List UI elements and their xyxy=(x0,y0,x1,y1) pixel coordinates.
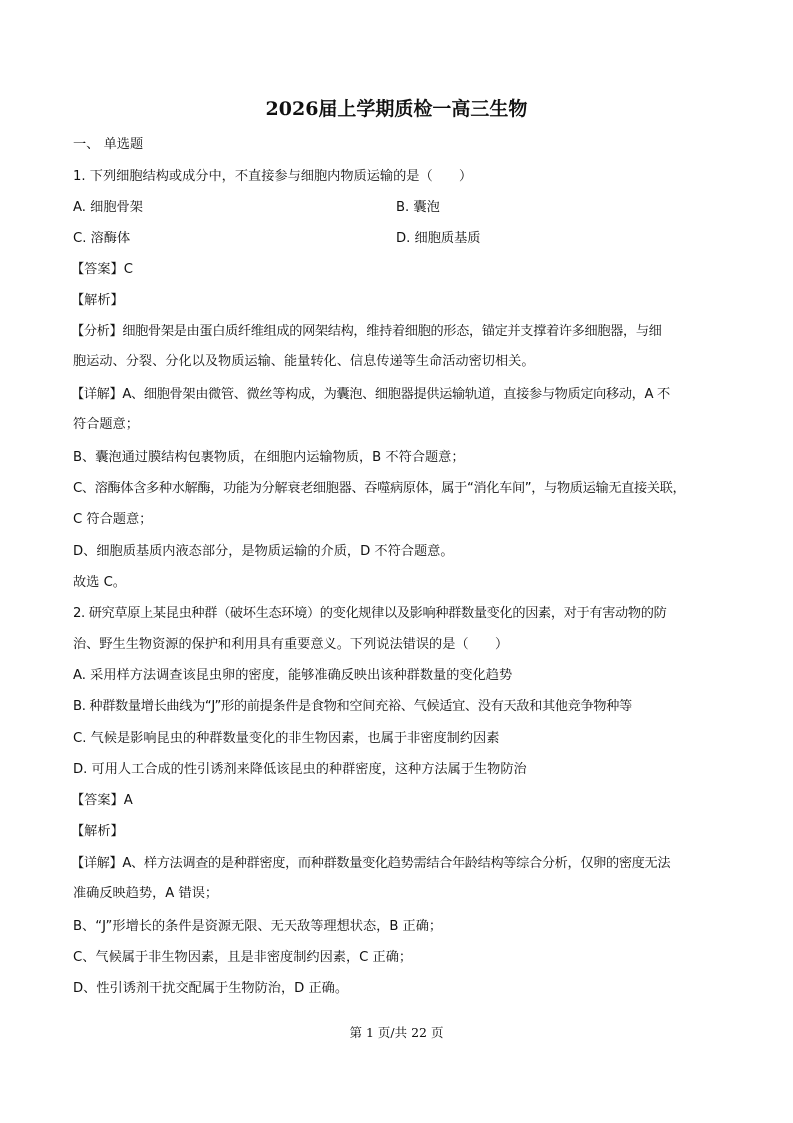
q2-answer: 【答案】A xyxy=(71,793,133,808)
q1-option-d: D. 细胞质基质 xyxy=(396,231,481,246)
q2-option-d: D. 可用人工合成的性引诱剂来降低该昆虫的种群密度，这种方法属于生物防治 xyxy=(73,762,527,777)
q2-stem-line-1: 2. 研究草原上某昆虫种群（破坏生态环境）的变化规律以及影响种群数量变化的因素，对于有害动物的防 xyxy=(73,606,667,621)
q1-detail-line-4: C、溶酶体含多种水解酶，功能为分解衰老细胞器、吞噬病原体，属于“消化车间”，与物质运输无直接关联， xyxy=(73,481,686,496)
q1-conclusion: 故选 C。 xyxy=(73,575,126,590)
q1-answer: 【答案】C xyxy=(71,262,133,277)
q1-option-a: A. 细胞骨架 xyxy=(73,200,143,215)
q2-detail-line-3: B、“J”形增长的条件是资源无限、无天敌等理想状态，B 正确； xyxy=(73,919,443,934)
q2-stem-line-2: 治、野生生物资源的保护和利用具有重要意义。下列说法错误的是（ ） xyxy=(73,637,509,652)
q1-option-c: C. 溶酶体 xyxy=(73,231,131,246)
q2-detail-line-2: 准确反映趋势，A 错误； xyxy=(73,886,219,901)
q1-detail-line-2: 符合题意； xyxy=(73,417,139,432)
page-footer: 第 1 页/共 22 页 xyxy=(349,1025,444,1040)
q2-analysis-label: 【解析】 xyxy=(71,824,124,839)
page-title: 2026届上学期质检一高三生物 xyxy=(265,98,528,120)
q1-detail-line-6: D、细胞质基质内液态部分，是物质运输的介质，D 不符合题意。 xyxy=(73,544,454,559)
q2-detail-line-4: C、气候属于非生物因素，且是非密度制约因素，C 正确； xyxy=(73,950,413,965)
q2-detail-line-1: 【详解】A、样方法调查的是种群密度，而种群数量变化趋势需结合年龄结构等综合分析，仅卵的密度无法 xyxy=(71,856,671,871)
q2-detail-line-5: D、性引诱剂干扰交配属于生物防治，D 正确。 xyxy=(73,981,349,996)
q2-option-b: B. 种群数量增长曲线为“J”形的前提条件是食物和空间充裕、气候适宜、没有天敌和其他竞争物种等 xyxy=(73,699,632,714)
q1-option-b: B. 囊泡 xyxy=(396,200,440,215)
q2-option-c: C. 气候是影响昆虫的种群数量变化的非生物因素，也属于非密度制约因素 xyxy=(73,731,500,746)
q2-option-a: A. 采用样方法调查该昆虫卵的密度，能够准确反映出该种群数量的变化趋势 xyxy=(73,668,513,683)
q1-detail-line-1: 【详解】A、细胞骨架由微管、微丝等构成，为囊泡、细胞器提供运输轨道，直接参与物质定向移动，A 不 xyxy=(71,387,670,402)
q1-detail-line-3: B、囊泡通过膜结构包裹物质，在细胞内运输物质，B 不符合题意； xyxy=(73,450,465,465)
q1-fenxi-line-2: 胞运动、分裂、分化以及物质运输、能量转化、信息传递等生命活动密切相关。 xyxy=(73,354,535,369)
q1-stem: 1. 下列细胞结构或成分中，不直接参与细胞内物质运输的是（ ） xyxy=(73,169,473,184)
q1-detail-line-5: C 符合题意； xyxy=(73,512,153,527)
section-heading: 一、 单选题 xyxy=(73,137,144,152)
q1-analysis-label: 【解析】 xyxy=(71,293,124,308)
q1-fenxi-line-1: 【分析】细胞骨架是由蛋白质纤维组成的网架结构，维持着细胞的形态，锚定并支撑着许多细胞器，与细 xyxy=(71,324,662,339)
